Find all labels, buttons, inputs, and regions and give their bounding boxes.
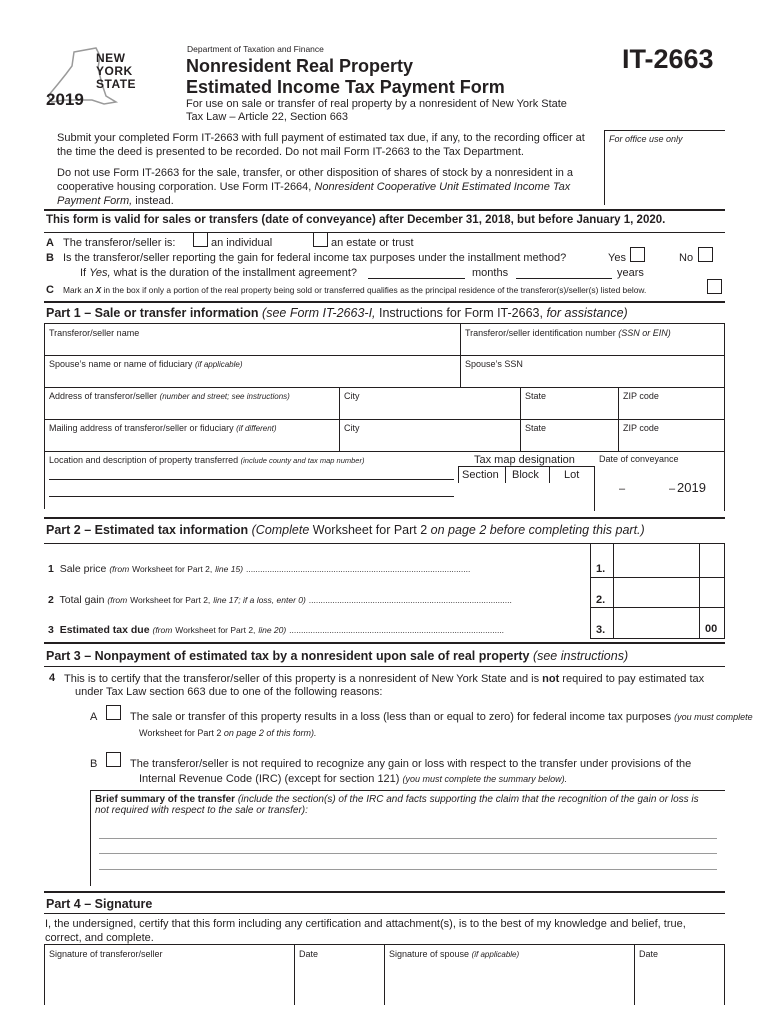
date-year: 2019 <box>677 480 706 495</box>
divider-part4 <box>44 891 725 893</box>
intro-paragraph-1: Submit your completed Form IT-2663 with full payment of estimated tax due, if any, to the recording officer at the time the deed is presented to be recorded. Do not mail Form IT-2663 to the Tax Department. <box>57 132 585 158</box>
option-b-text-b: Internal Revenue Code (IRC) (except for section 121) <box>139 773 400 785</box>
line-1-note-b: Worksheet for Part 2, <box>132 564 213 574</box>
summary-line-3[interactable] <box>99 869 717 870</box>
option-a-note-b: Worksheet for Part 2 <box>139 728 222 738</box>
checkbox-individual[interactable] <box>193 232 208 247</box>
line-3-note-b: Worksheet for Part 2, <box>175 625 256 635</box>
summary-heading <box>95 794 715 816</box>
option-b-note: (you must complete the summary below). <box>402 774 568 784</box>
estimated-tax-cents: 00 <box>705 623 718 635</box>
date-dash-1: – <box>619 483 626 495</box>
line-2-note-c: line 17; if a loss, enter 0) <box>213 595 306 605</box>
c-mark-an: Mark an <box>63 285 94 295</box>
option-a-note-a: (you must complete <box>674 712 753 722</box>
part1-heading <box>46 306 628 320</box>
logo-new: NEW <box>96 51 126 65</box>
date-dash-2: – <box>669 483 676 495</box>
c-x: X <box>95 285 102 295</box>
question-a-letter: A <box>46 237 54 249</box>
part1-sub-b: Instructions for Form IT-2663, <box>379 306 543 320</box>
part4-title: Part 4 – Signature <box>46 897 153 911</box>
c-rest: in the box if only a portion of the real property being sold or transferred qualifies as the principal residence of the transferor(s)/seller(s) listed below. <box>103 285 647 295</box>
date-conveyance-label: Date of conveyance <box>599 454 679 464</box>
option-b-text-a: The transferor/seller is not required to recognize any gain or loss with respect to the transfer under provisions of the <box>130 758 692 770</box>
address-label: Address of transferor/seller <box>49 391 158 401</box>
mailing-address-field[interactable] <box>45 420 338 450</box>
question-a-text: The transferor/seller is: <box>63 237 176 249</box>
divider-top <box>44 209 725 211</box>
part2-sub-c: on page 2 before completing this part.) <box>430 523 645 537</box>
checkbox-yes[interactable] <box>630 247 645 262</box>
seller-name-label: Transferor/seller name <box>49 328 140 338</box>
block-field[interactable] <box>506 484 548 510</box>
date-2-label: Date <box>639 949 659 959</box>
form-title-line1: Nonresident Real Property <box>186 56 414 76</box>
address-field[interactable] <box>45 388 338 418</box>
line-3-box-label: 3. <box>596 624 606 636</box>
line-3-note-a: (from <box>152 625 173 635</box>
summary-box <box>90 790 725 886</box>
section-field[interactable] <box>459 484 504 510</box>
state2-field[interactable] <box>521 420 617 450</box>
if-word: If <box>80 267 87 279</box>
part2-sub-a: (Complete <box>251 523 310 537</box>
state-field[interactable] <box>521 388 617 418</box>
zip2-field[interactable] <box>619 420 723 450</box>
logo-york: YORK <box>96 64 133 78</box>
seller-name-field[interactable] <box>45 325 459 355</box>
estimated-tax-input[interactable] <box>614 608 698 637</box>
spouse-name-field[interactable] <box>45 356 459 386</box>
part1-sub-a: (see Form IT-2663-I, <box>262 306 376 320</box>
department-name: Department of Taxation and Finance <box>187 44 324 54</box>
line-4-a: This is to certify that the transferor/seller of this property is a nonresident of New York State and is <box>64 673 540 685</box>
form-subtitle-line2: Tax Law – Article 22, Section 663 <box>186 111 349 123</box>
location-label: Location and description of property transferred <box>49 455 239 465</box>
checkbox-option-b[interactable] <box>106 752 121 767</box>
summary-bold: Brief summary of the transfer <box>95 794 236 805</box>
line-2-note-b: Worksheet for Part 2, <box>130 595 211 605</box>
location-line-1[interactable] <box>49 479 454 480</box>
date-2-field[interactable] <box>635 946 723 1004</box>
location-line-2[interactable] <box>49 496 454 497</box>
form-number: IT-2663 <box>622 44 714 74</box>
if-yes-word: Yes, <box>89 267 111 279</box>
line-4-text <box>64 672 724 686</box>
installment-duration-row <box>80 267 357 279</box>
checkbox-option-a[interactable] <box>106 705 121 720</box>
question-b-text: Is the transferor/seller reporting the gain for federal income tax purposes under the installment method? <box>63 252 567 264</box>
date-1-label: Date <box>299 949 319 959</box>
logo-year: 2019 <box>46 90 84 109</box>
spouse-name-note: (if applicable) <box>194 360 243 369</box>
summary-note: (include the section(s) of the IRC and facts supporting the claim that the recognition of the gain or loss is not required with respect to the sale or transfer): <box>95 794 699 816</box>
seller-signature-field[interactable] <box>45 946 293 1004</box>
option-a-note-c: on page 2 of this form). <box>223 728 317 738</box>
seller-id-note: (SSN or EIN) <box>618 328 671 338</box>
city2-field[interactable] <box>340 420 519 450</box>
total-gain-input[interactable] <box>614 578 698 606</box>
sale-price-input[interactable] <box>614 545 698 576</box>
line-4-not: not <box>542 673 560 685</box>
line-4-c: under Tax Law section 663 due to one of the following reasons: <box>75 686 383 698</box>
line-3: 3 Estimated tax due (from Worksheet for Part 2, line 20) ........................................................................................... <box>48 624 505 636</box>
intro-p2-text: Do not use Form IT-2663 for the sale, transfer, or other disposition of shares of stock by a nonresident in a cooperative housing corporation. Use Form IT-2664, <box>57 167 574 193</box>
location-field[interactable] <box>45 452 455 508</box>
signature-table <box>44 944 725 1005</box>
option-yes: Yes <box>608 252 626 264</box>
state-label: State <box>525 391 547 401</box>
divider-part3 <box>44 642 725 644</box>
date-conveyance-field[interactable] <box>595 452 723 510</box>
lot-label: Lot <box>564 469 580 481</box>
line-1-label: Sale price <box>59 563 107 575</box>
line-3-note-c: line 20) <box>258 625 287 635</box>
line-3-label: Estimated tax due <box>59 624 150 636</box>
option-estate-trust: an estate or trust <box>331 237 414 249</box>
intro-paragraph-2 <box>57 166 597 208</box>
part2-heading <box>46 523 645 537</box>
months-label: months <box>472 267 509 279</box>
lot-field[interactable] <box>550 484 593 510</box>
option-a-main: The sale or transfer of this property results in a loss (less than or equal to zero) for federal income tax purposes <box>130 711 672 723</box>
nys-logo <box>44 44 154 114</box>
state2-label: State <box>525 423 547 433</box>
block-label: Block <box>512 469 539 481</box>
form-title-line2: Estimated Income Tax Payment Form <box>186 77 505 97</box>
zip2-label: ZIP code <box>623 423 659 433</box>
line-2: 2 Total gain (from Worksheet for Part 2, line 17; if a loss, enter 0) ...................................................................................... <box>48 594 512 606</box>
option-no: No <box>679 252 694 264</box>
date-1-field[interactable] <box>295 946 383 1004</box>
city2-label: City <box>344 423 360 433</box>
zip-label: ZIP code <box>623 391 659 401</box>
tax-map-label: Tax map designation <box>474 454 575 466</box>
line-2-box-label: 2. <box>596 594 606 606</box>
logo-state: STATE <box>96 77 137 91</box>
part3-title: Part 3 – Nonpayment of estimated tax by a nonresident upon sale of real property <box>46 649 530 663</box>
seller-id-field[interactable] <box>461 325 723 355</box>
question-b-letter: B <box>46 252 54 264</box>
question-c-letter: C <box>46 284 54 296</box>
part3-heading <box>46 649 628 663</box>
spouse-signature-label: Signature of spouse <box>389 949 470 959</box>
option-b-line2 <box>139 773 567 785</box>
section-label: Section <box>462 469 499 481</box>
years-label: years <box>617 267 644 279</box>
option-a-letter: A <box>90 711 98 723</box>
summary-line-2[interactable] <box>99 853 717 854</box>
seller-signature-label: Signature of transferor/seller <box>49 949 163 959</box>
option-individual: an individual <box>211 237 273 249</box>
question-c-text <box>63 285 646 295</box>
spouse-ssn-label: Spouse’s SSN <box>465 359 523 369</box>
option-a-text <box>130 711 753 723</box>
line-1-box-label: 1. <box>596 563 606 575</box>
zip-field[interactable] <box>619 388 723 418</box>
line-1: 1 Sale price (from Worksheet for Part 2, line 15) ............................................................................................... <box>48 563 471 575</box>
certification-text: I, the undersigned, certify that this form including any certification and attachment(s), is to the best of my knowledge and belief, true, correct, and complete. <box>45 918 686 944</box>
part1-title: Part 1 – Sale or transfer information <box>46 306 259 320</box>
spouse-ssn-field[interactable] <box>461 356 723 386</box>
part2-sub-b: Worksheet for Part 2 <box>312 523 428 537</box>
spouse-signature-note: (if applicable) <box>471 950 520 959</box>
line-1-note-a: (from <box>109 564 130 574</box>
checkbox-principal-residence[interactable] <box>707 279 722 294</box>
line-4-num: 4 <box>49 672 56 684</box>
divider-part2 <box>44 517 725 519</box>
line-3-num: 3 <box>48 624 54 636</box>
years-field[interactable] <box>516 278 612 279</box>
line-2-label: Total gain <box>59 594 105 606</box>
summary-line-1[interactable] <box>99 838 717 839</box>
office-use-box <box>604 130 725 205</box>
line-4-b: required to pay estimated tax <box>562 673 705 685</box>
divider-part1 <box>44 301 725 303</box>
city-field[interactable] <box>340 388 519 418</box>
line-2-num: 2 <box>48 594 54 606</box>
location-note: (include county and tax map number) <box>240 456 365 465</box>
form-subtitle-line1: For use on sale or transfer of real property by a nonresident of New York State <box>186 98 567 110</box>
city-label: City <box>344 391 360 401</box>
intro-p2-end: instead. <box>135 195 174 207</box>
spouse-name-label: Spouse’s name or name of fiduciary <box>49 359 193 369</box>
intro-p2-italic: Nonresident Cooperative Unit Estimated Income Tax Payment Form, <box>57 181 571 207</box>
part3-subtitle: (see instructions) <box>532 649 629 663</box>
mailing-note: (if different) <box>236 424 277 433</box>
seller-id-label: Transferor/seller identification number <box>465 328 616 338</box>
spouse-signature-field[interactable] <box>385 946 633 1004</box>
checkbox-no[interactable] <box>698 247 713 262</box>
divider-validity <box>44 232 725 233</box>
part2-title: Part 2 – Estimated tax information <box>46 523 249 537</box>
line-1-note-c: line 15) <box>215 564 244 574</box>
address-note: (number and street; see instructions) <box>159 392 290 401</box>
line-2-note-a: (from <box>107 595 128 605</box>
duration-question: what is the duration of the installment agreement? <box>113 267 358 279</box>
part1-table <box>44 323 725 511</box>
option-a-line2 <box>139 728 316 738</box>
part1-sub-c: for assistance) <box>546 306 628 320</box>
option-b-letter: B <box>90 758 98 770</box>
checkbox-estate-trust[interactable] <box>313 232 328 247</box>
office-use-label: For office use only <box>609 134 683 144</box>
validity-statement: This form is valid for sales or transfers (date of conveyance) after December 31, 2018, but before January 1, 2020. <box>46 214 666 226</box>
months-field[interactable] <box>368 278 465 279</box>
mailing-label: Mailing address of transferor/seller or fiduciary <box>49 423 234 433</box>
line-1-num: 1 <box>48 563 54 575</box>
